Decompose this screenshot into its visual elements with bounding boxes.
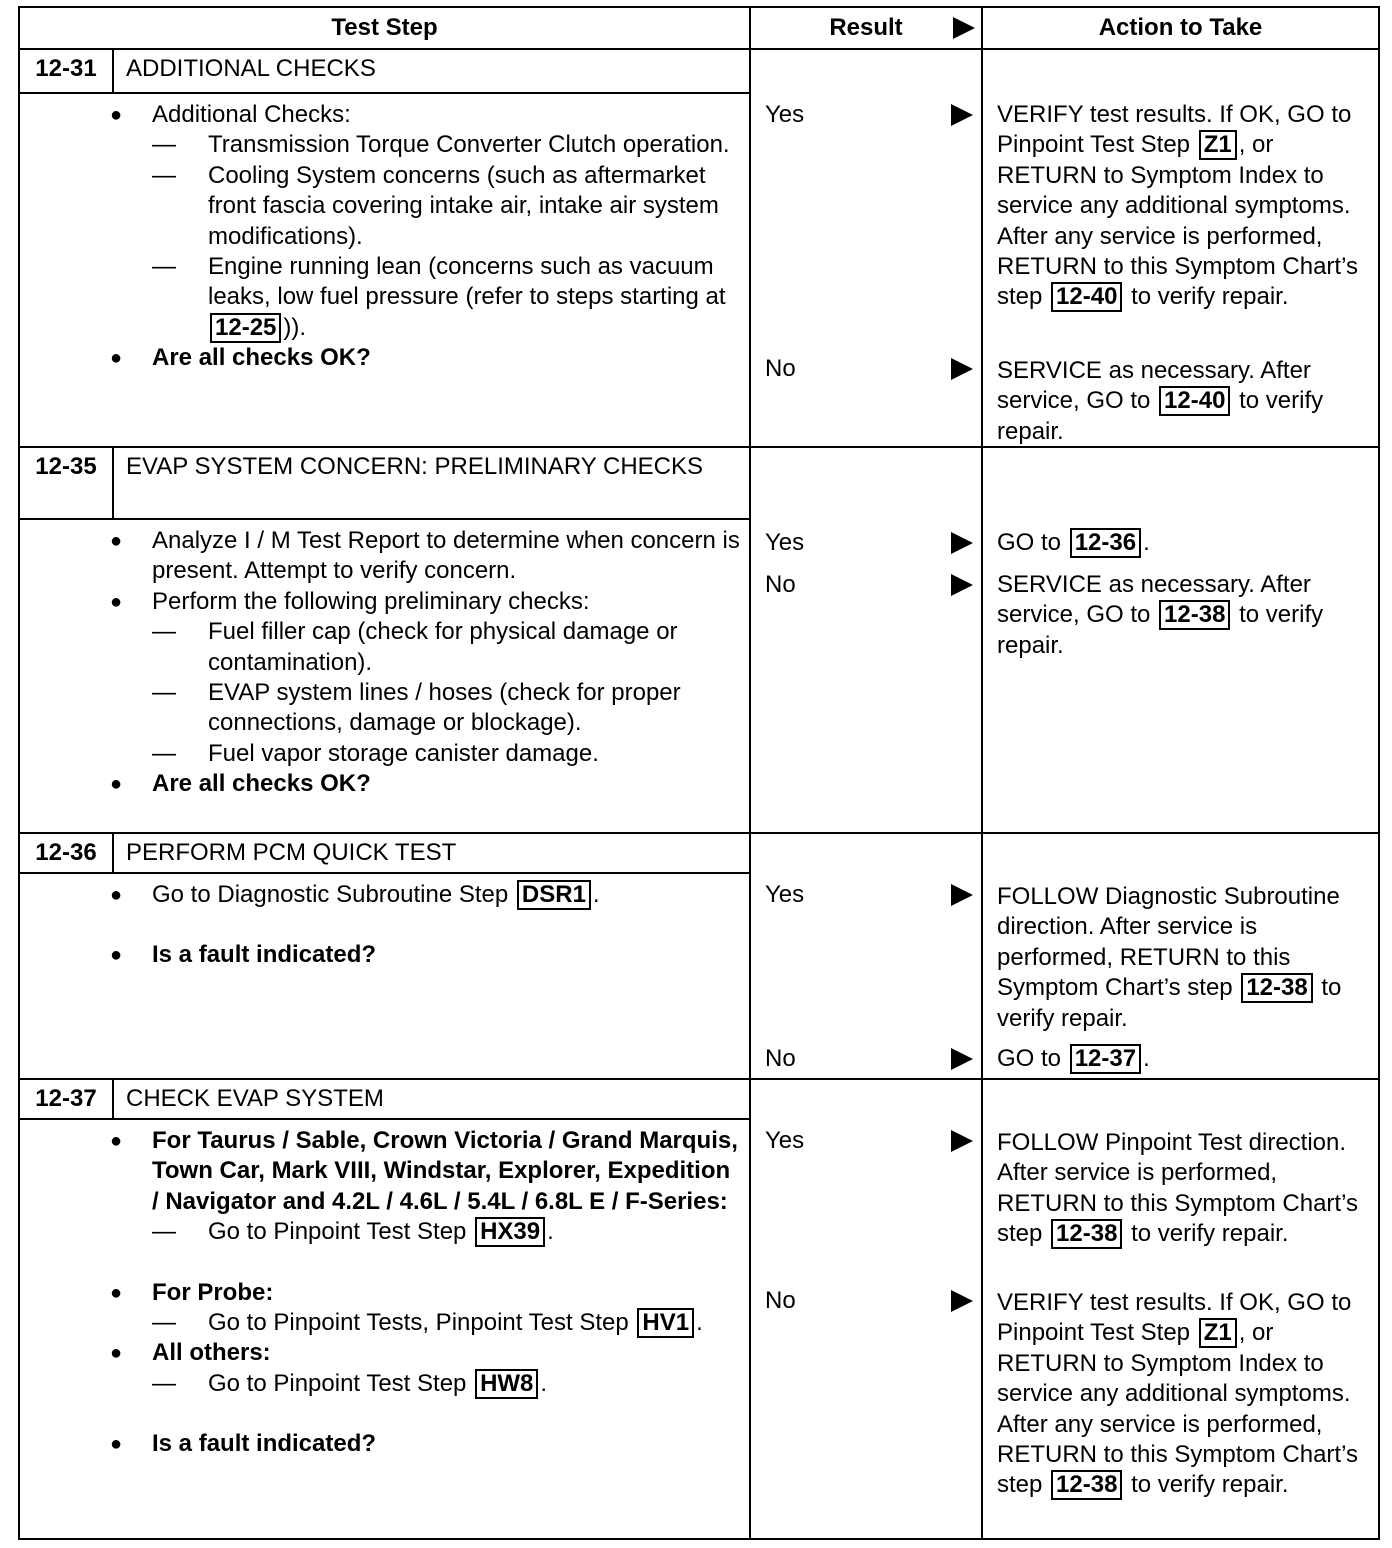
step-body: [20, 94, 749, 378]
header-action: Action to Take: [982, 7, 1379, 49]
header-result-label: Result: [829, 13, 903, 41]
step-ref-box[interactable]: DSR1: [517, 880, 591, 910]
step-ref-box[interactable]: 12-40: [1051, 282, 1122, 312]
bullet-question: ● Is a fault indicated?: [110, 1429, 743, 1459]
header-result: [750, 7, 982, 49]
bullet-text-end: .: [592, 881, 600, 908]
action-cell: [982, 49, 1379, 447]
action-text: .: [1143, 529, 1150, 556]
action-text: to verify repair.: [997, 601, 1324, 659]
dash-item: [152, 1369, 743, 1399]
step-header: [20, 50, 749, 94]
step-ref-box[interactable]: 12-38: [1241, 973, 1312, 1003]
step-header: [20, 448, 749, 520]
action-text: GO to: [997, 529, 1062, 556]
dash-item: — Fuel filler cap (check for physical damage or contamination).: [152, 617, 743, 678]
action-text: to verify repair.: [997, 387, 1324, 445]
dash-item: — Fuel vapor storage canister damage.: [152, 739, 743, 769]
bullet-item: ● Additional Checks:: [110, 100, 743, 130]
result-no-label: No: [765, 355, 796, 382]
result-no: [765, 1286, 977, 1316]
dash-text-end: .: [547, 1218, 554, 1246]
result-no-label: No: [765, 1287, 796, 1314]
action-text: , or RETURN to Symptom Index to service any additional symptoms. After any service is performed, RETURN to this Symptom Chart’s step: [997, 1319, 1358, 1499]
dash-item: — Cooling System concerns (such as aftermarket front fascia covering intake air, intake air system modifications).: [152, 161, 743, 252]
action-yes: [997, 1128, 1372, 1250]
test-step-cell: [19, 833, 750, 1079]
step-ref-box[interactable]: HW8: [475, 1369, 538, 1399]
bullet-item: ● For Taurus / Sable, Crown Victoria / Grand Marquis, Town Car, Mark VIII, Windstar, Explorer, Expedition / Navigator and 4.2L / 4.6L / 5.4L / 6.8L E / F-Series:: [110, 1126, 743, 1217]
action-text: to verify repair.: [1131, 1471, 1289, 1499]
sub-list: [110, 1369, 743, 1399]
sub-list: [110, 1217, 743, 1247]
action-text: .: [1143, 1045, 1150, 1072]
step-ref-box[interactable]: HV1: [637, 1308, 694, 1338]
action-no: [997, 570, 1372, 661]
result-no: [765, 354, 977, 384]
step-header: [20, 1080, 749, 1120]
spacer: [110, 1248, 743, 1278]
action-cell: [982, 447, 1379, 833]
step-ref-box[interactable]: HX39: [475, 1217, 545, 1247]
sub-list: [110, 617, 743, 769]
dash-item: [152, 1308, 743, 1338]
dash-text: Go to Pinpoint Test Step: [208, 1369, 467, 1397]
action-text: to verify repair.: [1131, 283, 1289, 311]
arrow-right-icon: [951, 532, 973, 554]
bullet-text: Go to Diagnostic Subroutine Step: [152, 881, 509, 908]
result-cell: [750, 49, 982, 447]
step-ref-box[interactable]: 12-36: [1070, 528, 1141, 558]
result-no-label: No: [765, 571, 796, 598]
dash-text-end: .: [696, 1309, 703, 1337]
action-text: GO to: [997, 1045, 1062, 1072]
step-title: CHECK EVAP SYSTEM: [126, 1085, 384, 1112]
dash-text: Engine running lean (concerns such as vacuum leaks, low fuel pressure (refer to steps starting at: [208, 253, 726, 311]
step-body: [20, 520, 749, 804]
result-yes: [765, 1126, 977, 1156]
bullet-item: ● For Probe:: [110, 1278, 743, 1308]
header-test-step: Test Step: [19, 7, 750, 49]
action-yes: [997, 100, 1372, 313]
step-row-12-31: [19, 49, 1379, 447]
step-row-12-37: [19, 1079, 1379, 1539]
step-header: [20, 834, 749, 874]
dash-text-end: )).: [283, 313, 307, 341]
action-no: [997, 1288, 1372, 1501]
step-number: 12-37: [20, 1080, 114, 1118]
action-text: , or RETURN to Symptom Index to service any additional symptoms. After any service is performed, RETURN to this Symptom Chart’s step: [997, 131, 1358, 311]
test-step-cell: [19, 1079, 750, 1539]
arrow-right-icon: [951, 1130, 973, 1152]
sub-list: [110, 130, 743, 343]
action-cell: [982, 1079, 1379, 1539]
action-yes: [997, 528, 1372, 558]
bullet-question: ● Are all checks OK?: [110, 769, 743, 799]
result-yes-label: Yes: [765, 1127, 805, 1154]
bullet-question: ● Are all checks OK?: [110, 343, 743, 373]
spacer: [110, 910, 743, 940]
symptom-chart-table: [18, 6, 1380, 1540]
step-number: 12-36: [20, 834, 114, 872]
header-row: [19, 7, 1379, 49]
step-ref-box[interactable]: 12-38: [1051, 1470, 1122, 1500]
result-yes: [765, 880, 977, 910]
dash-text: Go to Pinpoint Tests, Pinpoint Test Step: [208, 1309, 629, 1337]
arrow-right-icon: [953, 17, 975, 39]
arrow-right-icon: [951, 104, 973, 126]
step-ref-box[interactable]: 12-25: [210, 313, 281, 343]
step-ref-box[interactable]: Z1: [1199, 1318, 1237, 1348]
bullet-question: ● Is a fault indicated?: [110, 940, 743, 970]
step-ref-box[interactable]: Z1: [1199, 130, 1237, 160]
result-yes-label: Yes: [765, 881, 805, 908]
result-yes-label: Yes: [765, 529, 805, 556]
bullet-item: [110, 880, 743, 910]
bullet-item: ● Perform the following preliminary checks:: [110, 587, 743, 617]
dash-text-end: .: [540, 1369, 548, 1397]
result-yes-label: Yes: [765, 101, 805, 128]
dash-item: [152, 1217, 743, 1247]
action-no: [997, 356, 1372, 447]
arrow-right-icon: [951, 1290, 973, 1312]
step-body: [20, 874, 749, 975]
action-text: VERIFY test results. If OK, GO to Pinpoint Test Step: [997, 1289, 1352, 1347]
dash-item: — Transmission Torque Converter Clutch operation.: [152, 130, 743, 160]
action-text: FOLLOW Diagnostic Subroutine direction. After service is performed, RETURN to this Symptom Chart’s step: [997, 883, 1340, 1002]
arrow-right-icon: [951, 574, 973, 596]
action-text: SERVICE as necessary. After service, GO to: [997, 357, 1311, 415]
sub-list: [110, 1308, 743, 1338]
bullet-item: ● All others:: [110, 1338, 743, 1368]
dash-item: — EVAP system lines / hoses (check for proper connections, damage or blockage).: [152, 678, 743, 739]
result-no: [765, 570, 977, 600]
action-yes: [997, 882, 1372, 1034]
bullet-item: ● Analyze I / M Test Report to determine when concern is present. Attempt to verify concern.: [110, 526, 743, 587]
action-text: to verify repair.: [1131, 1220, 1289, 1248]
step-number: 12-31: [20, 50, 114, 92]
action-no: [997, 1044, 1372, 1074]
dash-item: [152, 252, 743, 343]
step-title: ADDITIONAL CHECKS: [126, 55, 376, 82]
test-step-cell: [19, 447, 750, 833]
test-step-cell: [19, 49, 750, 447]
step-ref-box[interactable]: 12-40: [1159, 386, 1230, 416]
symptom-chart-page: [18, 6, 1378, 1538]
result-yes: [765, 528, 977, 558]
action-text: VERIFY test results. If OK, GO to Pinpoint Test Step: [997, 101, 1352, 159]
result-no-label: No: [765, 1045, 796, 1072]
step-title: EVAP SYSTEM CONCERN: PRELIMINARY CHECKS: [126, 453, 704, 480]
result-cell: [750, 1079, 982, 1539]
step-ref-box[interactable]: 12-38: [1051, 1219, 1122, 1249]
step-number: 12-35: [20, 448, 114, 518]
arrow-right-icon: [951, 358, 973, 380]
step-body: [20, 1120, 749, 1464]
step-title: PERFORM PCM QUICK TEST: [126, 839, 457, 866]
action-text: SERVICE as necessary. After service, GO to: [997, 571, 1311, 629]
step-row-12-36: [19, 833, 1379, 1079]
arrow-right-icon: [951, 1048, 973, 1070]
step-row-12-35: [19, 447, 1379, 833]
action-text: to verify repair.: [997, 974, 1342, 1032]
arrow-right-icon: [951, 884, 973, 906]
result-no: [765, 1044, 977, 1074]
dash-text: Go to Pinpoint Test Step: [208, 1218, 467, 1246]
result-cell: [750, 833, 982, 1079]
action-text: FOLLOW Pinpoint Test direction. After service is performed, RETURN to this Symptom Chart’s step: [997, 1129, 1358, 1248]
result-cell: [750, 447, 982, 833]
action-cell: [982, 833, 1379, 1079]
result-yes: [765, 100, 977, 130]
step-ref-box[interactable]: 12-37: [1070, 1044, 1141, 1074]
spacer: [110, 1399, 743, 1429]
step-ref-box[interactable]: 12-38: [1159, 600, 1230, 630]
